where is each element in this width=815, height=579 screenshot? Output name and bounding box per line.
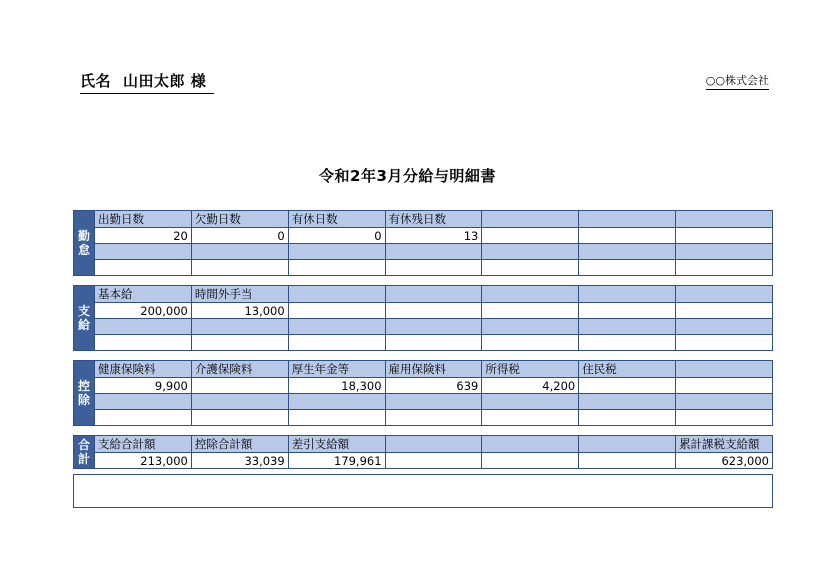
blank-cell — [676, 244, 773, 260]
total-label-cell — [385, 436, 482, 453]
deduction-side-char-1: 控 — [77, 379, 90, 393]
total-value-cell: 33,039 — [191, 453, 288, 469]
total-section — [73, 435, 773, 469]
payment-value-cell — [676, 303, 773, 319]
attendance-side-char-1: 勤 — [77, 229, 90, 243]
total-label-row — [95, 436, 773, 453]
deduction-value-cell: 9,900 — [95, 378, 192, 394]
attendance-value-cell: 0 — [191, 228, 288, 244]
blank-cell — [482, 260, 579, 276]
payment-label-row — [95, 286, 773, 303]
blank-cell — [482, 335, 579, 351]
total-side-char-1: 合 — [77, 438, 90, 452]
total-value-cell: 179,961 — [288, 453, 385, 469]
blank-cell — [191, 260, 288, 276]
total-value-cell — [579, 453, 676, 469]
attendance-value-cell: 0 — [288, 228, 385, 244]
blank-cell — [288, 244, 385, 260]
payment-table — [94, 285, 773, 351]
attendance-value-cell — [482, 228, 579, 244]
blank-cell — [385, 260, 482, 276]
blank-cell — [191, 410, 288, 426]
blank-cell — [579, 335, 676, 351]
total-side-label — [73, 435, 94, 469]
deduction-label-cell: 健康保険料 — [95, 361, 192, 378]
deduction-label-cell: 介護保険料 — [191, 361, 288, 378]
blank-cell — [482, 319, 579, 335]
payment-value-cell: 200,000 — [95, 303, 192, 319]
total-value-cell: 623,000 — [676, 453, 773, 469]
payment-value-cell: 13,000 — [191, 303, 288, 319]
deduction-side-char-2: 除 — [77, 393, 90, 407]
attendance-label-cell — [579, 211, 676, 228]
attendance-label-cell: 有休日数 — [288, 211, 385, 228]
deduction-value-row — [95, 378, 773, 394]
attendance-table — [94, 210, 773, 276]
payment-label-cell — [579, 286, 676, 303]
attendance-blank-row — [95, 244, 773, 260]
blank-cell — [288, 410, 385, 426]
blank-cell — [288, 319, 385, 335]
attendance-label-cell: 欠勤日数 — [191, 211, 288, 228]
company-name: ○○株式会社 — [706, 72, 769, 90]
blank-cell — [676, 394, 773, 410]
deduction-blank-row — [95, 394, 773, 410]
deduction-value-cell — [191, 378, 288, 394]
attendance-value-cell: 20 — [95, 228, 192, 244]
deduction-label-cell: 雇用保険料 — [385, 361, 482, 378]
blank-cell — [385, 394, 482, 410]
attendance-value-cell — [579, 228, 676, 244]
blank-cell — [95, 244, 192, 260]
attendance-value-cell: 13 — [385, 228, 482, 244]
payment-label-cell — [288, 286, 385, 303]
attendance-side-label — [73, 210, 94, 276]
deduction-value-cell — [579, 378, 676, 394]
total-value-cell: 213,000 — [95, 453, 192, 469]
attendance-label-cell: 有休残日数 — [385, 211, 482, 228]
payment-section — [73, 285, 773, 351]
deduction-label-cell: 住民税 — [579, 361, 676, 378]
deduction-section — [73, 360, 773, 426]
total-label-cell: 控除合計額 — [191, 436, 288, 453]
payment-side-char-1: 支 — [77, 304, 90, 318]
deduction-side-label — [73, 360, 94, 426]
blank-cell — [385, 410, 482, 426]
payment-blank-row — [95, 319, 773, 335]
payment-value-cell — [385, 303, 482, 319]
deduction-label-row — [95, 361, 773, 378]
deduction-label-cell — [676, 361, 773, 378]
blank-cell — [191, 394, 288, 410]
blank-cell — [676, 335, 773, 351]
payment-value-cell — [579, 303, 676, 319]
payment-label-cell: 時間外手当 — [191, 286, 288, 303]
blank-cell — [95, 260, 192, 276]
attendance-side-char-2: 怠 — [77, 243, 90, 257]
payment-side-label — [73, 285, 94, 351]
employee-name-header — [80, 70, 214, 94]
attendance-label-cell — [676, 211, 773, 228]
blank-cell — [385, 319, 482, 335]
blank-cell — [95, 335, 192, 351]
blank-cell — [676, 410, 773, 426]
attendance-label-row — [95, 211, 773, 228]
payment-label-cell: 基本給 — [95, 286, 192, 303]
attendance-label-cell: 出勤日数 — [95, 211, 192, 228]
payment-blank-row — [95, 335, 773, 351]
name-label: 氏名 — [80, 72, 112, 90]
blank-cell — [288, 260, 385, 276]
payment-value-row — [95, 303, 773, 319]
payment-label-cell — [385, 286, 482, 303]
payment-label-cell — [676, 286, 773, 303]
total-value-cell — [385, 453, 482, 469]
deduction-label-cell: 所得税 — [482, 361, 579, 378]
total-label-cell — [579, 436, 676, 453]
deduction-table — [94, 360, 773, 426]
total-label-cell — [482, 436, 579, 453]
total-table — [94, 435, 773, 469]
blank-cell — [191, 335, 288, 351]
deduction-value-cell: 639 — [385, 378, 482, 394]
remarks-box — [73, 474, 773, 508]
blank-cell — [385, 335, 482, 351]
blank-cell — [95, 319, 192, 335]
attendance-label-cell — [482, 211, 579, 228]
blank-cell — [385, 244, 482, 260]
deduction-blank-row — [95, 410, 773, 426]
payment-value-cell — [482, 303, 579, 319]
blank-cell — [676, 319, 773, 335]
blank-cell — [579, 260, 676, 276]
blank-cell — [288, 394, 385, 410]
employee-name: 山田太郎 様 — [123, 72, 207, 90]
payment-value-cell — [288, 303, 385, 319]
deduction-label-cell: 厚生年金等 — [288, 361, 385, 378]
blank-cell — [482, 394, 579, 410]
total-value-row — [95, 453, 773, 469]
blank-cell — [288, 335, 385, 351]
attendance-value-cell — [676, 228, 773, 244]
blank-cell — [579, 410, 676, 426]
deduction-value-cell — [676, 378, 773, 394]
total-label-cell: 支給合計額 — [95, 436, 192, 453]
blank-cell — [482, 244, 579, 260]
total-value-cell — [482, 453, 579, 469]
attendance-blank-row — [95, 260, 773, 276]
blank-cell — [579, 319, 676, 335]
attendance-value-row — [95, 228, 773, 244]
blank-cell — [579, 394, 676, 410]
blank-cell — [95, 394, 192, 410]
total-label-cell: 累計課税支給額 — [676, 436, 773, 453]
payment-side-char-2: 給 — [77, 318, 90, 332]
blank-cell — [191, 319, 288, 335]
total-label-cell: 差引支給額 — [288, 436, 385, 453]
total-side-char-2: 計 — [77, 452, 90, 466]
deduction-value-cell: 18,300 — [288, 378, 385, 394]
blank-cell — [95, 410, 192, 426]
deduction-value-cell: 4,200 — [482, 378, 579, 394]
payment-label-cell — [482, 286, 579, 303]
attendance-section — [73, 210, 773, 276]
document-title: 令和2年3月分給与明細書 — [319, 167, 496, 185]
blank-cell — [191, 244, 288, 260]
blank-cell — [676, 260, 773, 276]
blank-cell — [579, 244, 676, 260]
blank-cell — [482, 410, 579, 426]
